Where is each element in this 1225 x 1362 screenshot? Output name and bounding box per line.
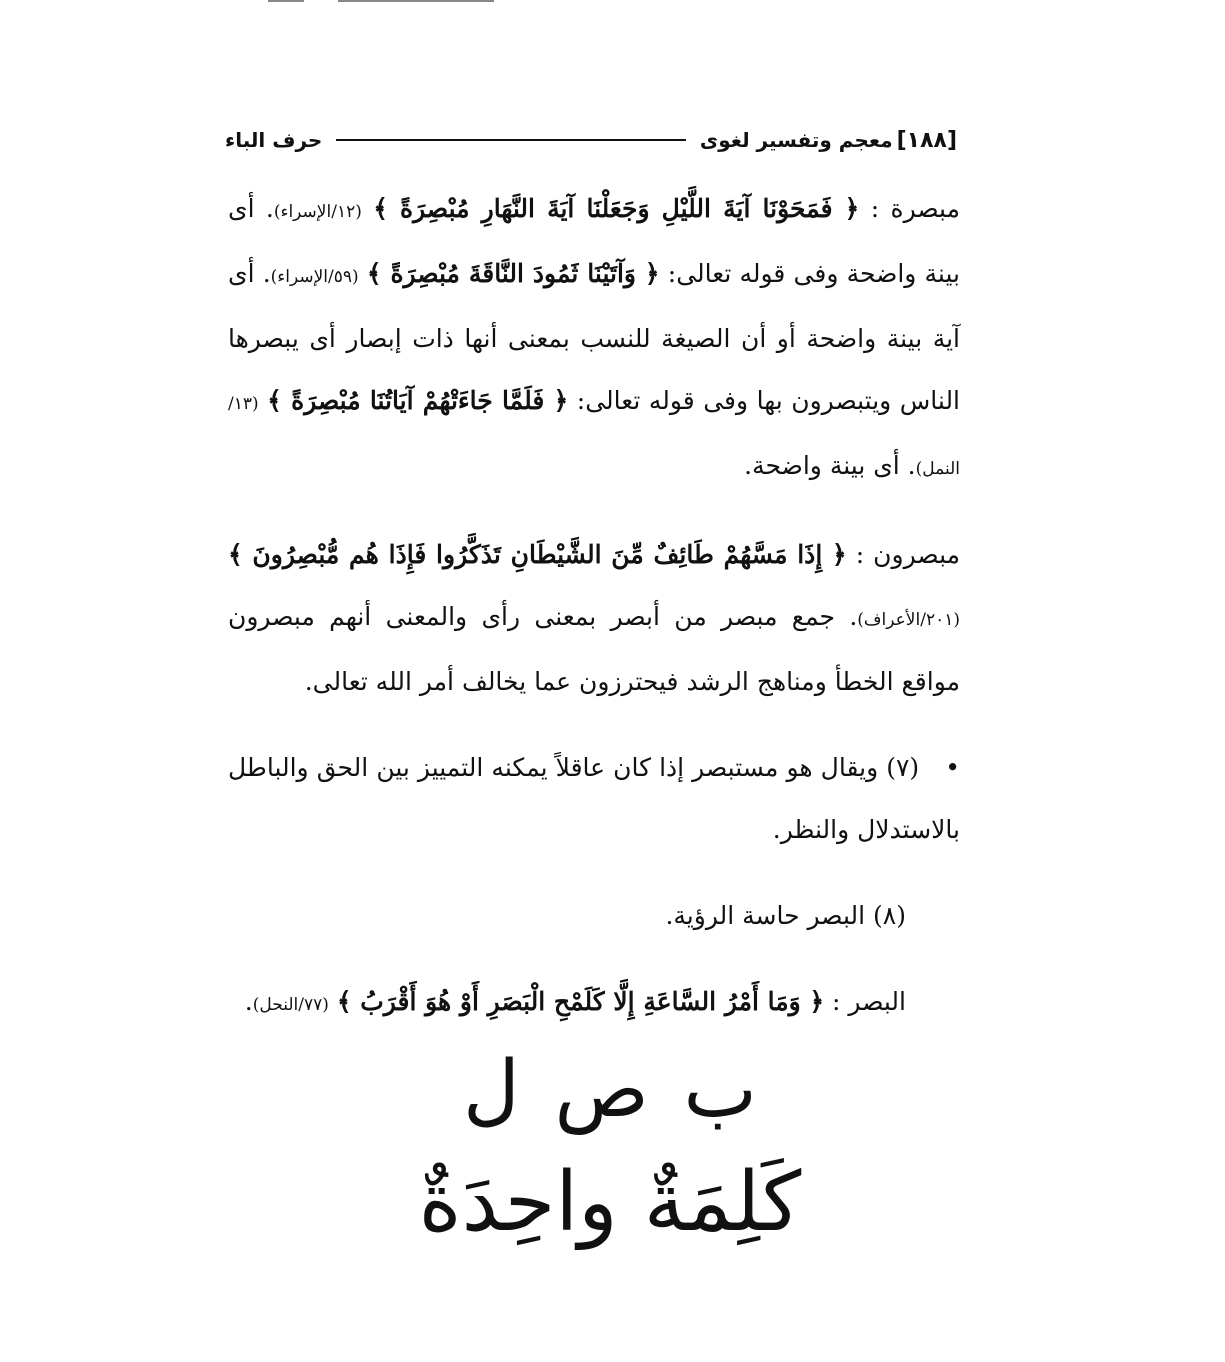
entry-text: . أى بينة واضحة. — [744, 451, 916, 480]
book-title: معجم وتفسير لغوى — [699, 128, 893, 152]
verse-reference: (٧٧/النحل) — [252, 995, 329, 1015]
note-text: (٨) البصر حاسة الرؤية. — [665, 901, 906, 930]
verse-reference: (١٣/النمل) — [228, 394, 960, 479]
entry-mubsirun — [228, 524, 960, 713]
entry-text: . — [244, 987, 253, 1016]
scan-artifact — [268, 0, 304, 2]
verse-reference: (١٢/الإسراء) — [273, 202, 362, 222]
entry-term: مبصرون : — [855, 540, 960, 569]
verse-reference: (٢٠١/الأعراف) — [857, 610, 960, 630]
entry-basar — [228, 971, 960, 1036]
quran-verse: ﴿ فَمَحَوْنَا آيَةَ اللَّيْلِ وَجَعَلْنَا آيَةَ النَّهَارِ مُبْصِرَةً ﴾ — [373, 194, 860, 223]
page-number: [١٨٨] — [896, 127, 957, 153]
note-text: (٧) ويقال هو مستبصر إذا كان عاقلاً يمكنه التمييز بين الحق والباطل بالاستدلال والنظر. — [228, 753, 960, 844]
root-letters: ب ص ل — [463, 1045, 757, 1135]
verse-reference: (٥٩/الإسراء) — [270, 267, 359, 287]
root-subtitle: كَلِمَةٌ واحِدَةٌ — [418, 1155, 802, 1250]
note-7 — [228, 737, 960, 861]
quran-verse: ﴿ وَمَا أَمْرُ السَّاعَةِ إِلَّا كَلَمْحِ الْبَصَرِ أَوْ هُوَ أَقْرَبُ ﴾ — [336, 987, 825, 1016]
header-rule — [336, 139, 686, 141]
quran-verse: ﴿ إِذَا مَسَّهُمْ طَائِفٌ مِّنَ الشَّيْطَانِ تَذَكَّرُوا فَإِذَا هُم مُّبْصِرُونَ ﴾ — [228, 540, 847, 569]
entry-term: البصر : — [832, 987, 906, 1016]
section-title: حرف الباء — [225, 128, 323, 152]
page-header — [225, 120, 957, 160]
bullet-marker: • — [945, 753, 960, 782]
page-body — [228, 178, 960, 1060]
entry-text: . أى بينة واضحة وفى قوله تعالى: — [228, 194, 960, 288]
root-heading — [300, 1040, 920, 1258]
quran-verse: ﴿ وَآتَيْنَا ثَمُودَ النَّاقَةَ مُبْصِرَةً ﴾ — [366, 259, 660, 288]
scan-artifact — [338, 0, 494, 2]
entry-text: . أى آية بينة واضحة أو أن الصيغة للنسب بمعنى أنها ذات إبصار أى يبصرها الناس ويتبصرون بها وفى قوله تعالى: — [228, 259, 961, 415]
entry-text: . جمع مبصر من أبصر بمعنى رأى والمعنى أنهم مبصرون مواقع الخطأ ومناهج الرشد فيحترزون عما يخالف أمر الله تعالى. — [228, 602, 960, 696]
quran-verse: ﴿ فَلَمَّا جَاءَتْهُمْ آيَاتُنَا مُبْصِرَةً ﴾ — [267, 386, 569, 415]
note-8 — [228, 885, 960, 947]
entry-term: مبصرة : — [870, 194, 960, 223]
entry-mubsira — [228, 178, 960, 500]
